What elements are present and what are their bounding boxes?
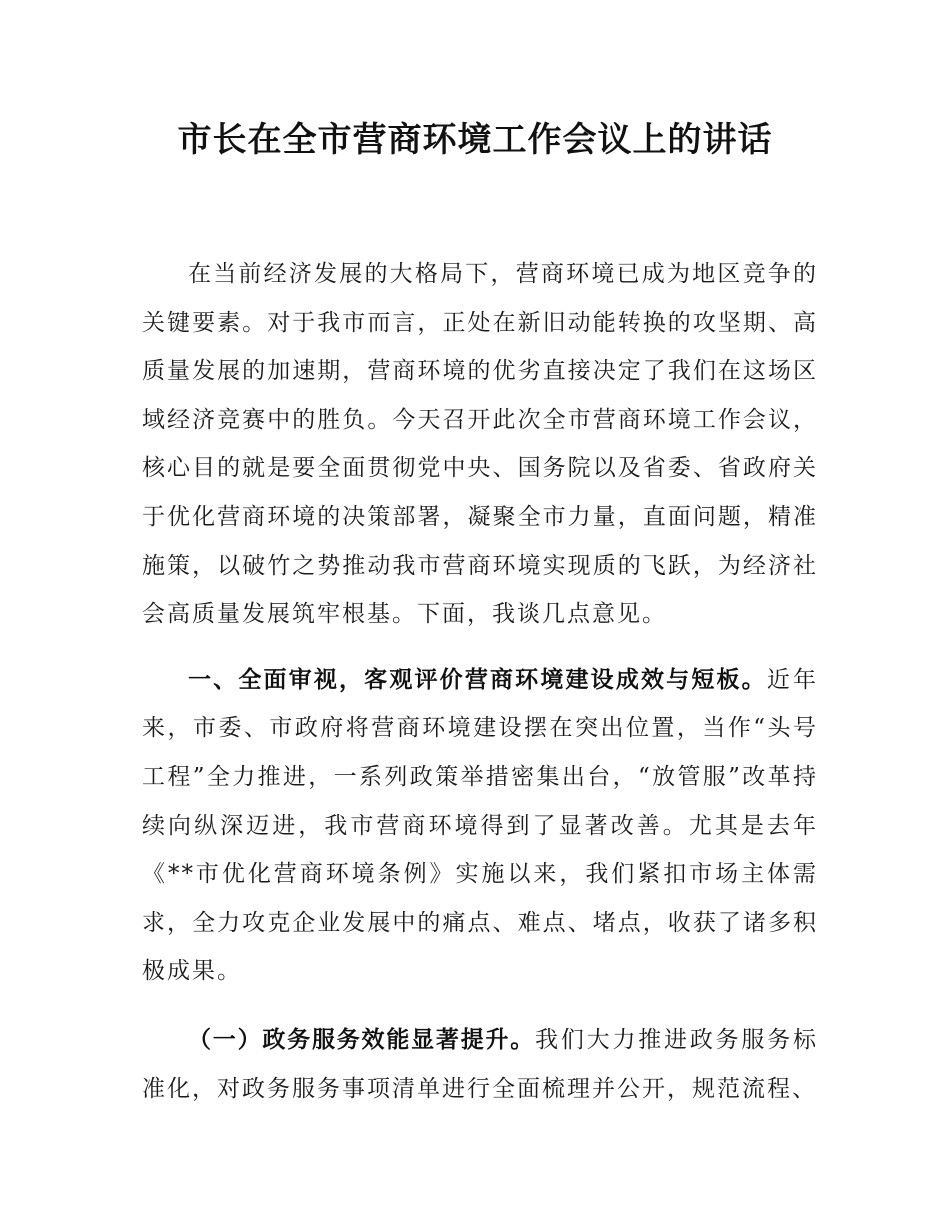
document-title: 市长在全市营商环境工作会议上的讲话 [177, 120, 773, 160]
section-heading: 一、全面审视，客观评价营商环境建设成效与短板。 [188, 666, 767, 693]
paragraph-text: 在当前经济发展的大格局下，营商环境已成为地区竞争的关键要素。对于我市而言，正处在新旧动能转换的攻坚期、高质量发展的加速期，营商环境的优劣直接决定了我们在这场区域经济竞赛中的胜负。今天召开此次全市营商环境工作会议，核心目的就是要全面贯彻党中央、国务院以及省委、省政府关于优化营商环境的决策部署，凝聚全市力量，直面问题，精准施策，以破竹之势推动我市营商环境实现质的飞跃，为经济社会高质量发展筑牢根基。下面，我谈几点意见。 [142, 261, 818, 628]
paragraph-text: 近年来，市委、市政府将营商环境建设摆在突出位置，当作“头号工程”全力推进，一系列政策举措密集出台，“放管服”改革持续向纵深迈进，我市营商环境得到了显著改善。尤其是去年《**市优化营商环境条例》实施以来，我们紧扣市场主体需求，全力攻克企业发展中的痛点、难点、堵点，收获了诸多积极成果。 [142, 666, 819, 985]
subsection-heading: （一）政务服务效能显著提升。 [188, 1026, 536, 1053]
paragraph-intro [142, 250, 818, 639]
paragraph-subsection-one [142, 1016, 818, 1113]
paragraph-section-one [142, 656, 818, 996]
document-body [142, 250, 818, 1113]
paragraph-text: 我们大力推进政务服务标准化，对政务服务事项清单进行全面梳理并公开，规范流程、 [142, 1026, 819, 1102]
